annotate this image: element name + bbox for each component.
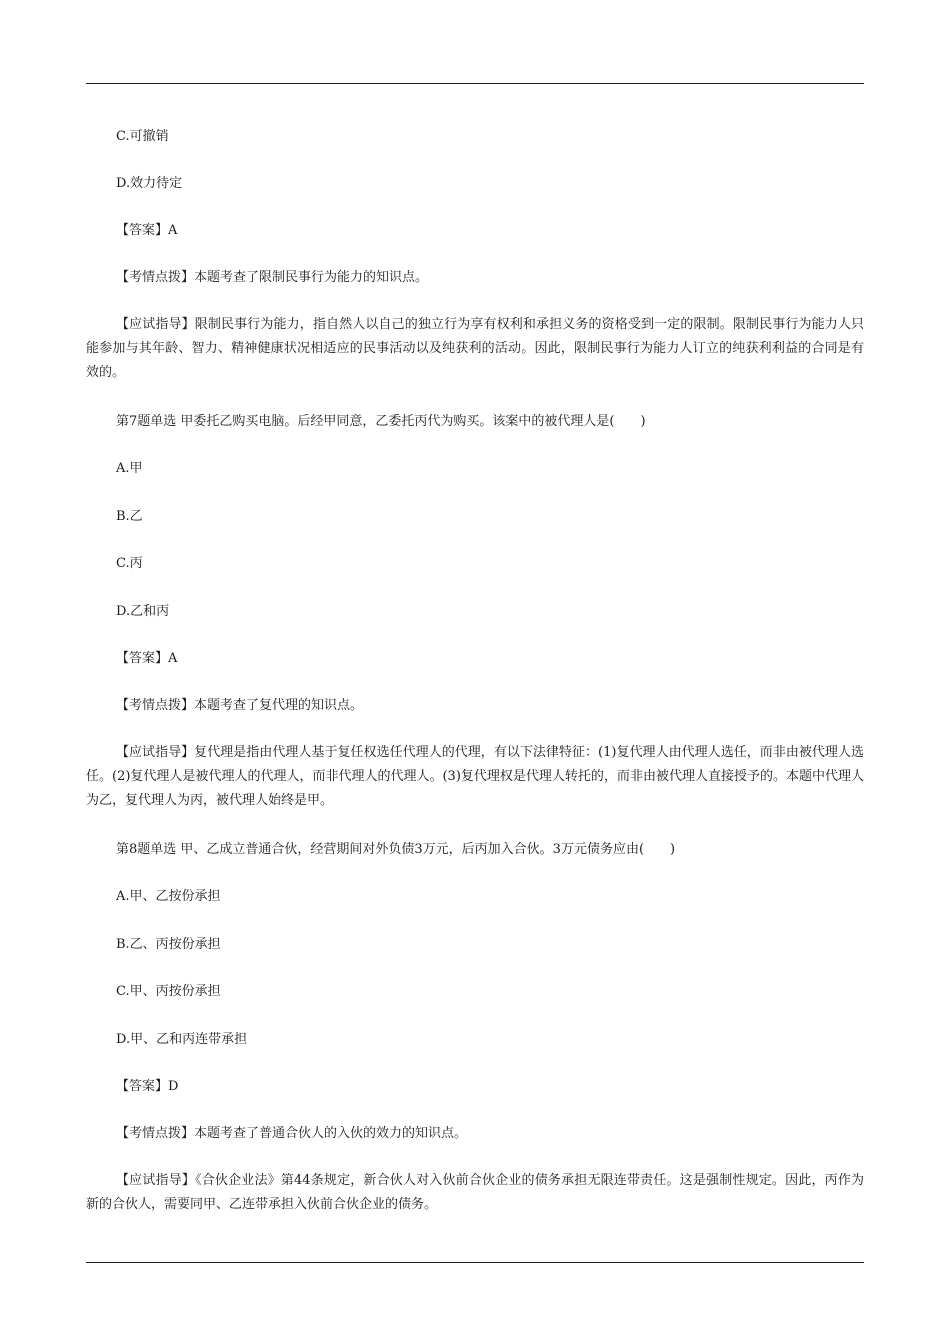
option-d: D.乙和丙 [116, 604, 170, 619]
footer-rule [86, 1262, 864, 1263]
option-d: D.效力待定 [116, 176, 183, 191]
option-d: D.甲、乙和丙连带承担 [116, 1032, 248, 1047]
exam-point: 【考情点拨】本题考查了限制民事行为能力的知识点。 [116, 270, 429, 285]
answer: 【答案】A [116, 223, 178, 238]
option-a: A.甲 [116, 461, 143, 476]
exam-point: 【考情点拨】本题考查了普通合伙人的入伙的效力的知识点。 [116, 1126, 468, 1141]
answer: 【答案】D [116, 1079, 179, 1094]
option-a: A.甲、乙按份承担 [116, 889, 221, 904]
question-8: 第8题单选 甲、乙成立普通合伙，经营期间对外负债3万元，后丙加入合伙。3万元债务应由( ) [116, 842, 676, 857]
exam-guide: 【应试指导】《合伙企业法》第44条规定，新合伙人对入伙前合伙企业的债务承担无限连带责任。这是强制性规定。因此，丙作为新的合伙人，需要同甲、乙连带承担入伙前合伙企业的债务。 [86, 1173, 864, 1212]
exam-point: 【考情点拨】本题考查了复代理的知识点。 [116, 698, 364, 713]
header-rule [86, 83, 864, 84]
exam-guide: 【应试指导】限制民事行为能力，指自然人以自己的独立行为享有权利和承担义务的资格受到一定的限制。限制民事行为能力人只能参加与其年龄、智力、精神健康状况相适应的民事活动以及纯获利的活动。因此，限制民事行为能力人订立的纯获利利益的合同是有效的。 [86, 317, 864, 380]
option-c: C.甲、丙按份承担 [116, 984, 221, 999]
option-b: B.乙 [116, 509, 143, 524]
exam-guide: 【应试指导】复代理是指由代理人基于复任权选任代理人的代理，有以下法律特征：(1)复代理人由代理人选任，而非由被代理人选任。(2)复代理人是被代理人的代理人，而非代理人的代理人。(3)复代理权是代理人转托的，而非由被代理人直接授予的。本题中代理人为乙，复代理人为丙，被代理人始终是甲。 [86, 745, 864, 808]
option-c: C.可撤销 [116, 129, 169, 144]
option-c: C.丙 [116, 556, 143, 571]
option-b: B.乙、丙按份承担 [116, 937, 221, 952]
question-7: 第7题单选 甲委托乙购买电脑。后经甲同意，乙委托丙代为购买。该案中的被代理人是( ) [116, 414, 646, 429]
answer: 【答案】A [116, 651, 178, 666]
